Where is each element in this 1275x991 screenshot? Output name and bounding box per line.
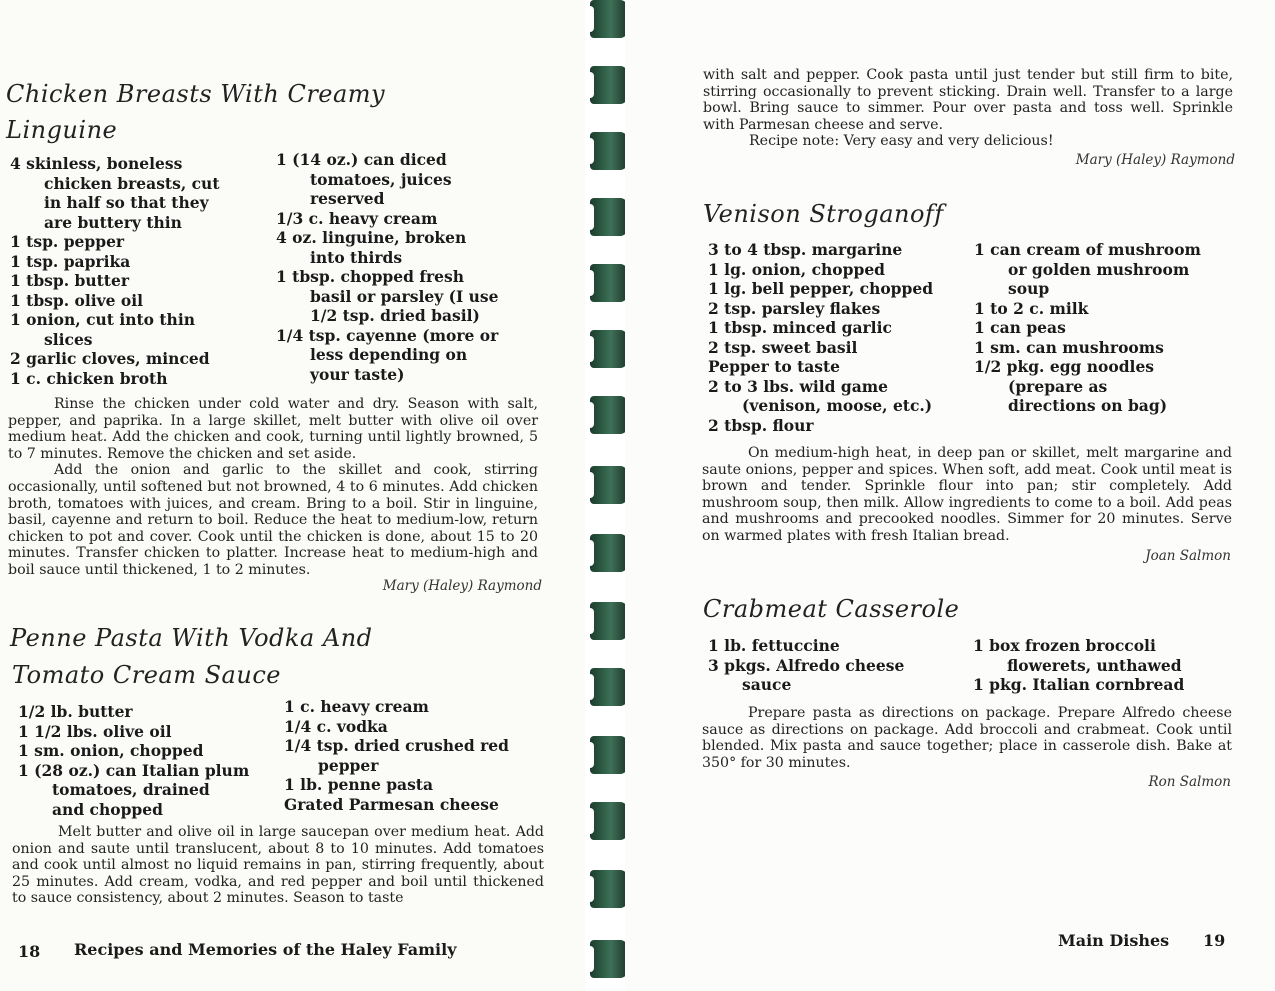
ingredient: 1 lg. bell pepper, chopped: [708, 279, 934, 298]
ingredient: 1 tbsp. butter: [10, 271, 129, 290]
binding-coil: [590, 132, 628, 170]
binding-coil: [590, 534, 628, 572]
ingredient: Grated Parmesan cheese: [284, 794, 499, 814]
ingredient: directions on bag): [1008, 396, 1168, 415]
recipe2-title-line1: Penne Pasta With Vodka And: [10, 624, 373, 652]
binding-coil: [590, 870, 628, 908]
left-page-footer-title: Recipes and Memories of the Haley Family: [74, 940, 457, 959]
ingredient: 1 (14 oz.) can diced: [276, 150, 447, 169]
ingredient: 1 lg. onion, chopped: [708, 259, 886, 279]
binding-coil: [590, 0, 628, 38]
ingredient: slices: [44, 329, 93, 349]
recipe1-directions: [8, 396, 538, 579]
ingredient: 3 pkgs. Alfredo cheese: [708, 655, 905, 675]
ingredient: chicken breasts, cut: [44, 173, 220, 193]
ingredient: or golden mushroom: [1008, 259, 1190, 279]
recipe2-directions: [12, 824, 544, 907]
binding-coil: [590, 668, 628, 706]
ingredient: 1 tsp. paprika: [10, 251, 131, 271]
ingredient: 1/4 tsp. cayenne (more or: [276, 325, 499, 345]
recipe1-title-line2: Linguine: [6, 116, 118, 144]
recipe2-ingredients-col2: [284, 697, 509, 814]
ingredient: 1 c. heavy cream: [284, 697, 429, 716]
ingredient: 1/4 tsp. dried crushed red: [284, 736, 509, 755]
recipe1-ingredients-col1: [10, 154, 219, 388]
ingredient: pepper: [318, 755, 379, 775]
ingredient: soup: [1008, 279, 1050, 298]
ingredient: 2 tbsp. flour: [708, 415, 814, 435]
binding-coil: [590, 66, 628, 104]
directions-paragraph: Prepare pasta as directions on package. Prepare Alfredo cheese sauce as directions on package. Add broccoli and crabmeat. Cook until blended. Mix pasta and sauce together; place in casserole dish. Bake at 350° for 30 minutes.: [702, 705, 1232, 771]
binding-coil: [590, 330, 628, 368]
ingredient: 3 to 4 tbsp. margarine: [708, 240, 903, 259]
ingredient: 1 sm. can mushrooms: [974, 337, 1164, 357]
binding-coil: [590, 198, 628, 236]
recipe3-ingredients-col2: [974, 240, 1201, 416]
ingredient: sauce: [742, 675, 792, 694]
ingredient: 1 tbsp. chopped fresh: [276, 267, 465, 286]
ingredient: tomatoes, juices: [310, 169, 452, 189]
ingredient: in half so that they: [44, 193, 209, 212]
recipe4-ingredients-col2: [973, 636, 1184, 695]
ingredient: into thirds: [310, 247, 403, 267]
recipe3-title: Venison Stroganoff: [703, 200, 944, 228]
recipe1-author: Mary (Haley) Raymond: [382, 578, 542, 594]
ingredient: 1 tsp. pepper: [10, 232, 125, 251]
continued-directions: [703, 67, 1233, 150]
ingredient: 1 onion, cut into thin: [10, 310, 195, 329]
ingredient: 2 garlic cloves, minced: [10, 349, 210, 368]
ingredient: 1 pkg. Italian cornbread: [973, 675, 1185, 694]
ingredient: 1 sm. onion, chopped: [18, 741, 204, 760]
recipe4-author: Ron Salmon: [1148, 774, 1231, 790]
ingredient: 1/2 pkg. egg noodles: [974, 357, 1155, 376]
ingredient: flowerets, unthawed: [1007, 655, 1182, 675]
recipe4-title: Crabmeat Casserole: [703, 595, 960, 623]
ingredient: are buttery thin: [44, 212, 182, 232]
binding-coil: [590, 466, 628, 504]
directions-paragraph: On medium-high heat, in deep pan or skillet, melt margarine and saute onions, pepper and spices. When soft, add meat. Cook until meat is brown and tender. Sprinkle flour into pan; stir completely. Add mushroom soup, then milk. Allow ingredients to come to a boil. Add peas and mushrooms and precooked noodles. Simmer for 20 minutes. Serve on warmed plates with fresh Italian bread.: [702, 445, 1232, 544]
directions-paragraph: Melt butter and olive oil in large saucepan over medium heat. Add onion and saute until translucent, about 8 to 10 minutes. Add tomatoes and cook until almost no liquid remains in pan, stirring frequently, about 25 minutes. Add cream, vodka, and red pepper and boil until thickened to sauce consistency, about 2 minutes. Season to taste: [12, 824, 544, 907]
spiral-binding: [585, 0, 625, 991]
recipe-note: Recipe note: Very easy and very delicious!: [749, 133, 1054, 150]
ingredient: 1 tbsp. minced garlic: [708, 318, 892, 337]
recipe3-author: Joan Salmon: [1145, 548, 1231, 564]
ingredient: 1 c. chicken broth: [10, 368, 168, 388]
ingredient: 2 to 3 lbs. wild game: [708, 376, 888, 396]
ingredient: your taste): [310, 364, 405, 384]
binding-coil: [590, 396, 628, 434]
recipe3-directions: [702, 445, 1232, 545]
recipe2-title-line2: Tomato Cream Sauce: [12, 661, 281, 689]
ingredient: 4 skinless, boneless: [10, 154, 183, 173]
continued-author: Mary (Haley) Raymond: [1075, 152, 1235, 168]
ingredient: 2 tsp. parsley flakes: [708, 298, 881, 318]
right-page-footer-title: Main Dishes: [1058, 931, 1170, 950]
ingredient: 1 can cream of mushroom: [974, 240, 1201, 259]
recipe2-ingredients-col1: [18, 702, 249, 819]
binding-coil: [590, 940, 628, 978]
ingredient: 1/2 lb. butter: [18, 702, 133, 721]
ingredient: tomatoes, drained: [52, 780, 210, 799]
recipe4-ingredients-col1: [708, 636, 904, 695]
binding-coil: [590, 736, 628, 774]
recipe3-ingredients-col1: [708, 240, 933, 435]
ingredient: 4 oz. linguine, broken: [276, 228, 467, 247]
left-page: [0, 0, 585, 991]
ingredient: 1 lb. fettuccine: [708, 636, 840, 655]
ingredient: basil or parsley (I use: [310, 286, 499, 306]
right-page-number: 19: [1203, 931, 1226, 950]
ingredient: 1/4 c. vodka: [284, 716, 388, 736]
ingredient: less depending on: [310, 345, 468, 364]
ingredient: reserved: [310, 189, 385, 208]
directions-paragraph: with salt and pepper. Cook pasta until just tender but still firm to bite, stirring occasionally to prevent sticking. Drain well. Transfer to a large bowl. Bring sauce to simmer. Pour over pasta and toss well. Sprinkle with Parmesan cheese and serve.: [703, 67, 1233, 133]
recipe4-directions: [702, 705, 1232, 771]
binding-coil: [590, 602, 628, 640]
ingredient: 1/3 c. heavy cream: [276, 208, 438, 228]
ingredient: Pepper to taste: [708, 357, 841, 376]
ingredient: 1 (28 oz.) can Italian plum: [18, 760, 250, 780]
ingredient: 1 to 2 c. milk: [974, 298, 1089, 318]
ingredient: 1 1/2 lbs. olive oil: [18, 721, 172, 741]
ingredient: (venison, moose, etc.): [742, 396, 933, 415]
ingredient: 1 box frozen broccoli: [973, 636, 1156, 655]
ingredient: 1 lb. penne pasta: [284, 775, 434, 794]
ingredient: 1 tbsp. olive oil: [10, 290, 144, 310]
recipe1-title-line1: Chicken Breasts With Creamy: [6, 80, 386, 108]
ingredient: (prepare as: [1008, 376, 1108, 396]
binding-coil: [590, 264, 628, 302]
directions-paragraph: Add the onion and garlic to the skillet and cook, stirring occasionally, until softened but not browned, 4 to 6 minutes. Add chicken broth, tomatoes with juices, and cream. Bring to a boil. Stir in linguine, basil, cayenne and return to boil. Reduce the heat to medium-low, return chicken to pot and cover. Cook until the chicken is done, about 15 to 20 minutes. Transfer chicken to platter. Increase heat to medium-high and boil sauce until thickened, 1 to 2 minutes.: [8, 462, 538, 578]
ingredient: 1 can peas: [974, 318, 1066, 337]
right-page: [625, 0, 1275, 991]
ingredient: 2 tsp. sweet basil: [708, 337, 858, 357]
directions-paragraph: Rinse the chicken under cold water and dry. Season with salt, pepper, and paprika. In a large skillet, melt butter with olive oil over medium heat. Add the chicken and cook, turning until lightly browned, 5 to 7 minutes. Remove the chicken and set aside.: [8, 396, 538, 462]
left-page-number: 18: [18, 942, 41, 961]
recipe1-ingredients-col2: [276, 150, 498, 384]
ingredient: and chopped: [52, 799, 163, 819]
binding-coil: [590, 802, 628, 840]
ingredient: 1/2 tsp. dried basil): [310, 306, 480, 325]
